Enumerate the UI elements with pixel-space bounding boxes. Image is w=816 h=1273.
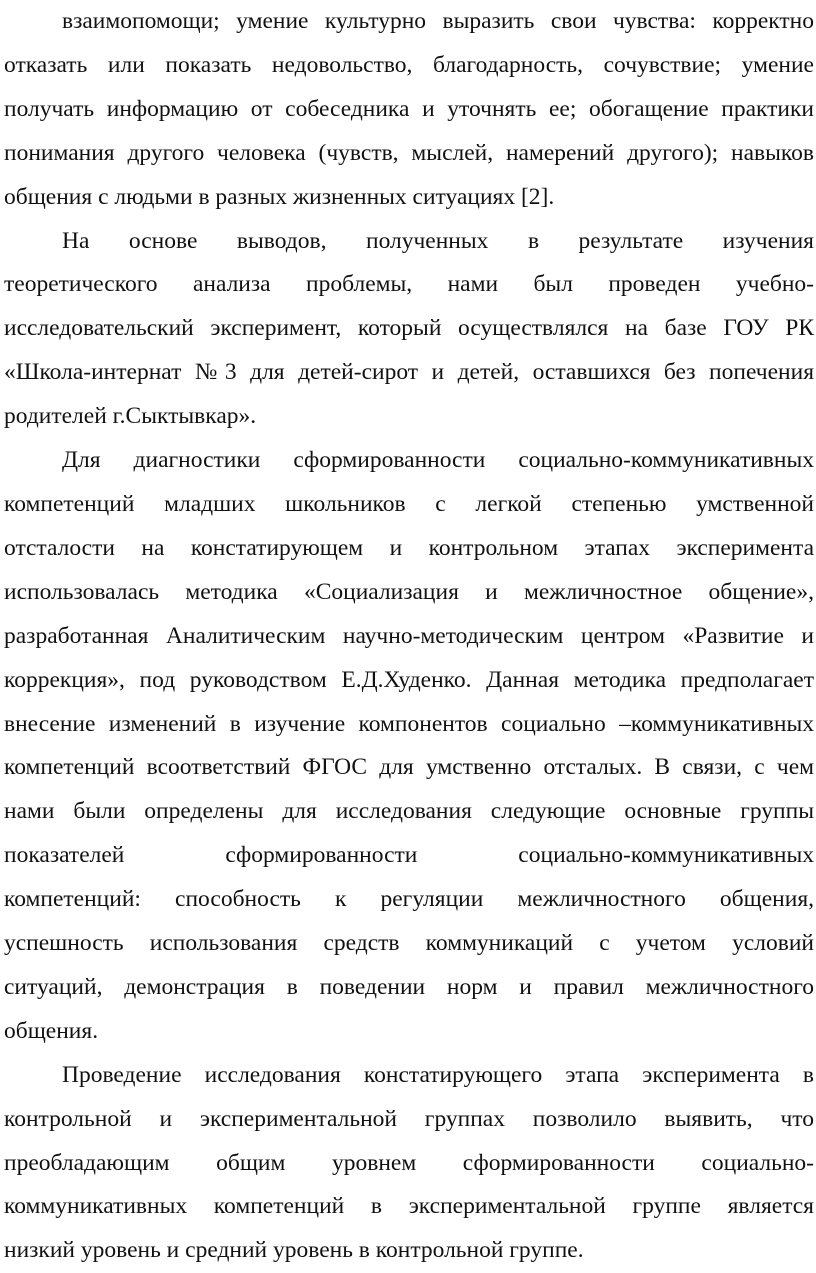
text-line: компетенций младших школьников с легкой степенью умственной — [4, 490, 814, 517]
text-line: общения. — [4, 1017, 99, 1044]
paragraph-1 — [4, 0, 814, 220]
text-line: получать информацию от собеседника и уточнять ее; обогащение практики — [4, 95, 814, 122]
paragraph-4 — [4, 1054, 814, 1273]
text-line: низкий уровень и средний уровень в контрольной группе. — [4, 1237, 584, 1264]
text-line: показателей сформированности социально-коммуникативных — [4, 842, 814, 869]
text-line: успешность использования средств коммуникаций с учетом условий — [4, 930, 814, 957]
text-line: внесение изменений в изучение компонентов социально –коммуникативных — [4, 710, 814, 737]
text-line: понимания другого человека (чувств, мыслей, намерений другого); навыков — [4, 139, 814, 166]
text-line: преобладающим общим уровнем сформированности социально- — [4, 1149, 814, 1176]
text-line: разработанная Аналитическим научно-методическим центром «Развитие и — [4, 622, 814, 649]
text-line: отсталости на констатирующем и контрольном этапах эксперимента — [4, 534, 814, 561]
text-line: Проведение исследования констатирующего этапа эксперимента в — [62, 1061, 814, 1088]
text-line: теоретического анализа проблемы, нами был проведен учебно- — [4, 271, 814, 298]
text-line: компетенций: способность к регуляции межличностного общения, — [4, 886, 814, 913]
text-line: «Школа-интернат №3 для детей-сирот и детей, оставшихся без попечения — [4, 359, 814, 386]
text-line: компетенций всоответствий ФГОС для умственно отсталых. В связи, с чем — [4, 754, 814, 781]
text-line: контрольной и экспериментальной группах позволило выявить, что — [4, 1105, 814, 1132]
text-line: взаимопомощи; умение культурно выразить свои чувства: корректно — [62, 8, 814, 34]
text-line: родителей г.Сыктывкар». — [4, 403, 257, 430]
text-line: коррекция», под руководством Е.Д.Худенко. Данная методика предполагает — [4, 666, 814, 693]
text-line: использовалась методика «Социализация и межличностное общение», — [4, 578, 814, 605]
text-line: коммуникативных компетенций в экспериментальной группе является — [4, 1193, 814, 1220]
paragraph-2 — [4, 220, 814, 440]
text-line: нами были определены для исследования следующие основные группы — [4, 798, 814, 825]
paragraph-3 — [4, 439, 814, 1054]
text-line: общения с людьми в разных жизненных ситуациях [2]. — [4, 183, 555, 210]
text-line: На основе выводов, полученных в результате изучения — [62, 227, 814, 254]
text-line: исследовательский эксперимент, который осуществлялся на базе ГОУ РК — [4, 315, 814, 342]
text-line: Для диагностики сформированности социально-коммуникативных — [62, 447, 814, 474]
text-line: ситуаций, демонстрация в поведении норм и правил межличностного — [4, 973, 814, 1000]
text-line: отказать или показать недовольство, благодарность, сочувствие; умение — [4, 51, 814, 78]
